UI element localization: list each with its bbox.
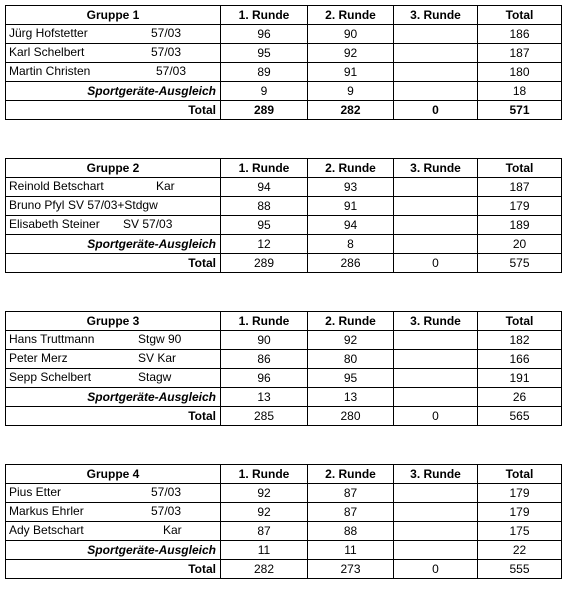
header-row (6, 6, 562, 25)
member-name: Jürg Hofstetter (9, 26, 88, 40)
adjustment-r1: 12 (221, 235, 308, 254)
member-club: SV 57/03 (123, 217, 173, 231)
member-name: Elisabeth Steiner (9, 217, 100, 231)
member-name: Martin Christen (9, 64, 91, 78)
score-r2: 80 (308, 350, 394, 369)
score-r3 (394, 369, 478, 388)
member-row (6, 178, 562, 197)
score-r1: 89 (221, 63, 308, 82)
header-r3: 3. Runde (394, 6, 478, 25)
group-title: Gruppe 2 (6, 159, 221, 178)
score-r2: 91 (308, 197, 394, 216)
member-club: 57/03 (151, 45, 182, 59)
member-club: Kar (156, 179, 175, 193)
total-row (6, 254, 562, 273)
header-total: Total (478, 159, 562, 178)
total-label: Total (6, 101, 221, 120)
member-name: Reinold Betschart (9, 179, 104, 193)
header-r2: 2. Runde (308, 312, 394, 331)
score-total: 166 (478, 350, 562, 369)
adjustment-label: Sportgeräte-Ausgleich (6, 541, 221, 560)
member-cell (6, 63, 221, 82)
score-total: 187 (478, 178, 562, 197)
score-r2: 95 (308, 369, 394, 388)
score-r2: 91 (308, 63, 394, 82)
member-club: Kar (163, 523, 182, 537)
total-total: 571 (478, 101, 562, 120)
adjustment-row (6, 82, 562, 101)
score-r1: 87 (221, 522, 308, 541)
score-total: 182 (478, 331, 562, 350)
total-r2: 282 (308, 101, 394, 120)
member-cell (6, 216, 221, 235)
adjustment-total: 26 (478, 388, 562, 407)
score-r1: 94 (221, 178, 308, 197)
adjustment-row (6, 541, 562, 560)
score-total: 187 (478, 44, 562, 63)
total-r3: 0 (394, 560, 478, 579)
member-cell (6, 369, 221, 388)
header-r2: 2. Runde (308, 465, 394, 484)
adjustment-r2: 8 (308, 235, 394, 254)
score-total: 189 (478, 216, 562, 235)
group-table-1 (5, 5, 562, 120)
total-row (6, 101, 562, 120)
member-club: 57/03 (151, 485, 182, 499)
group-title: Gruppe 4 (6, 465, 221, 484)
total-row (6, 560, 562, 579)
adjustment-r2: 13 (308, 388, 394, 407)
score-r2: 92 (308, 44, 394, 63)
header-row (6, 312, 562, 331)
header-r1: 1. Runde (221, 159, 308, 178)
header-r1: 1. Runde (221, 312, 308, 331)
member-name: Hans Truttmann (9, 332, 95, 346)
member-row (6, 25, 562, 44)
member-club: 57/03 (151, 26, 182, 40)
member-cell (6, 350, 221, 369)
adjustment-r1: 11 (221, 541, 308, 560)
adjustment-label: Sportgeräte-Ausgleich (6, 388, 221, 407)
total-r3: 0 (394, 407, 478, 426)
adjustment-total: 22 (478, 541, 562, 560)
header-r2: 2. Runde (308, 159, 394, 178)
score-r1: 88 (221, 197, 308, 216)
total-label: Total (6, 254, 221, 273)
member-cell (6, 331, 221, 350)
score-r1: 95 (221, 216, 308, 235)
member-row (6, 63, 562, 82)
adjustment-total: 18 (478, 82, 562, 101)
score-r1: 95 (221, 44, 308, 63)
member-cell (6, 197, 221, 216)
group-table-3 (5, 311, 562, 426)
score-r3 (394, 216, 478, 235)
total-r3: 0 (394, 254, 478, 273)
total-r2: 286 (308, 254, 394, 273)
adjustment-label: Sportgeräte-Ausgleich (6, 235, 221, 254)
member-row (6, 216, 562, 235)
header-total: Total (478, 465, 562, 484)
header-r1: 1. Runde (221, 6, 308, 25)
member-row (6, 503, 562, 522)
member-club: Stagw (138, 370, 172, 384)
adjustment-r1: 9 (221, 82, 308, 101)
score-r3 (394, 197, 478, 216)
score-r2: 88 (308, 522, 394, 541)
member-club: SV 57/03+Stdgw (68, 198, 158, 212)
header-row (6, 465, 562, 484)
total-r1: 285 (221, 407, 308, 426)
header-r3: 3. Runde (394, 159, 478, 178)
adjustment-r3 (394, 82, 478, 101)
adjustment-r3 (394, 388, 478, 407)
header-total: Total (478, 312, 562, 331)
total-total: 565 (478, 407, 562, 426)
adjustment-total: 20 (478, 235, 562, 254)
total-label: Total (6, 407, 221, 426)
header-r3: 3. Runde (394, 465, 478, 484)
score-r3 (394, 178, 478, 197)
header-r2: 2. Runde (308, 6, 394, 25)
score-r3 (394, 25, 478, 44)
header-r3: 3. Runde (394, 312, 478, 331)
score-r1: 92 (221, 503, 308, 522)
score-r1: 92 (221, 484, 308, 503)
adjustment-row (6, 388, 562, 407)
total-row (6, 407, 562, 426)
member-row (6, 44, 562, 63)
total-total: 575 (478, 254, 562, 273)
member-name: Karl Schelbert (9, 45, 85, 59)
member-name: Sepp Schelbert (9, 370, 92, 384)
member-cell (6, 522, 221, 541)
adjustment-r2: 11 (308, 541, 394, 560)
member-row (6, 350, 562, 369)
score-total: 180 (478, 63, 562, 82)
member-name: Pius Etter (9, 485, 62, 499)
member-name: Ady Betschart (9, 523, 84, 537)
total-r2: 280 (308, 407, 394, 426)
score-total: 186 (478, 25, 562, 44)
member-cell (6, 484, 221, 503)
score-total: 179 (478, 484, 562, 503)
total-r1: 289 (221, 254, 308, 273)
member-cell (6, 178, 221, 197)
header-row (6, 159, 562, 178)
total-r1: 289 (221, 101, 308, 120)
member-cell (6, 25, 221, 44)
score-r2: 87 (308, 484, 394, 503)
score-r1: 96 (221, 25, 308, 44)
member-row (6, 484, 562, 503)
member-name: Markus Ehrler (9, 504, 84, 518)
score-total: 175 (478, 522, 562, 541)
score-r2: 93 (308, 178, 394, 197)
member-row (6, 197, 562, 216)
score-r3 (394, 331, 478, 350)
member-row (6, 522, 562, 541)
score-r3 (394, 503, 478, 522)
score-r2: 94 (308, 216, 394, 235)
score-r3 (394, 350, 478, 369)
total-total: 555 (478, 560, 562, 579)
member-cell (6, 44, 221, 63)
score-total: 179 (478, 197, 562, 216)
score-r3 (394, 484, 478, 503)
score-r3 (394, 63, 478, 82)
group-title: Gruppe 3 (6, 312, 221, 331)
member-name: Bruno Pfyl (9, 198, 65, 212)
score-total: 179 (478, 503, 562, 522)
header-r1: 1. Runde (221, 465, 308, 484)
member-name: Peter Merz (9, 351, 68, 365)
adjustment-r3 (394, 235, 478, 254)
score-r3 (394, 44, 478, 63)
header-total: Total (478, 6, 562, 25)
adjustment-r2: 9 (308, 82, 394, 101)
member-club: Stgw 90 (138, 332, 182, 346)
total-label: Total (6, 560, 221, 579)
score-r2: 92 (308, 331, 394, 350)
adjustment-label: Sportgeräte-Ausgleich (6, 82, 221, 101)
adjustment-row (6, 235, 562, 254)
member-row (6, 369, 562, 388)
member-club: SV Kar (138, 351, 177, 365)
member-club: 57/03 (151, 504, 182, 518)
member-cell (6, 503, 221, 522)
total-r1: 282 (221, 560, 308, 579)
adjustment-r1: 13 (221, 388, 308, 407)
member-row (6, 331, 562, 350)
group-title: Gruppe 1 (6, 6, 221, 25)
score-r3 (394, 522, 478, 541)
total-r3: 0 (394, 101, 478, 120)
score-r1: 86 (221, 350, 308, 369)
total-r2: 273 (308, 560, 394, 579)
score-r2: 87 (308, 503, 394, 522)
group-table-4 (5, 464, 562, 579)
member-club: 57/03 (156, 64, 187, 78)
group-table-2 (5, 158, 562, 273)
score-r2: 90 (308, 25, 394, 44)
score-r1: 90 (221, 331, 308, 350)
score-r1: 96 (221, 369, 308, 388)
adjustment-r3 (394, 541, 478, 560)
score-total: 191 (478, 369, 562, 388)
